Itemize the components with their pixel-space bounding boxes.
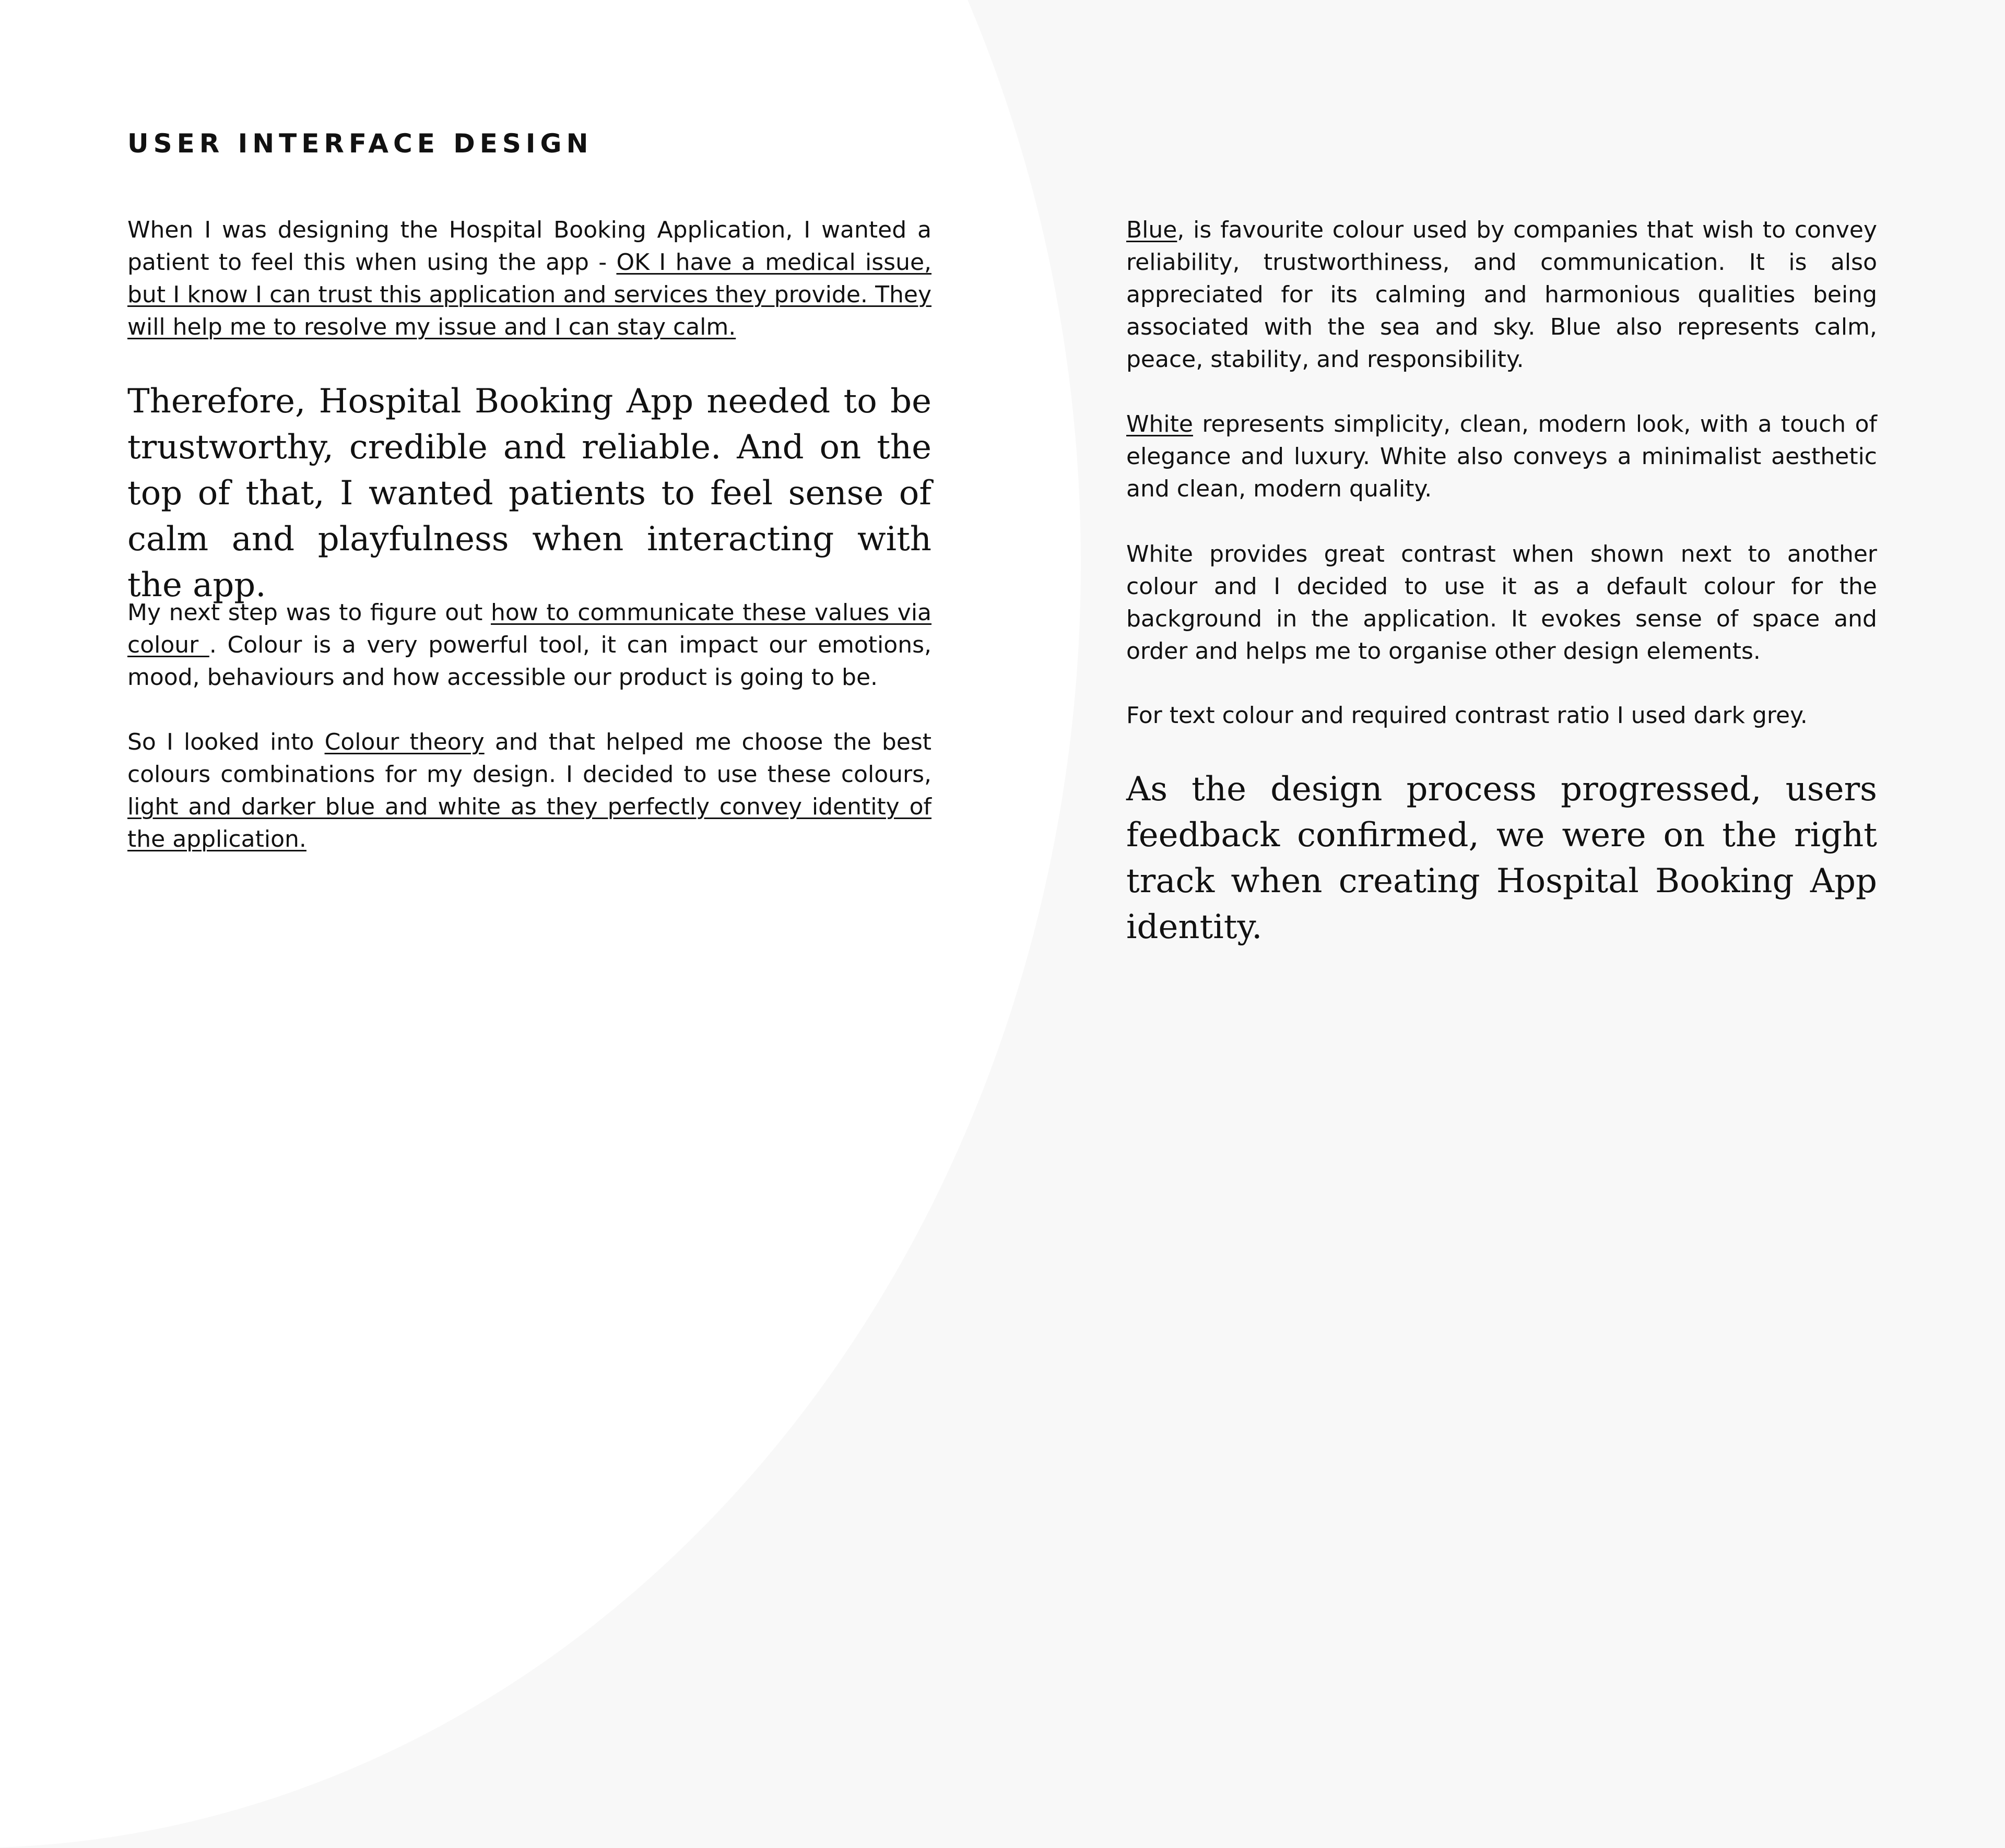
theory-text-before: So I looked into <box>127 729 325 755</box>
blue-link[interactable]: Blue <box>1126 217 1177 243</box>
right-quote: As the design process progressed, users feedback confirmed, we were on the right track when creating Hospital Booking App identity. <box>1126 770 1877 946</box>
left-paragraph-intro <box>127 214 931 343</box>
colour-link[interactable]: how to communicate these values via colour <box>127 599 932 658</box>
colour-theory-link[interactable]: Colour theory <box>324 729 485 755</box>
intro-text: When I was designing the Hospital Booking Application, I wanted a patient to feel this when using the app - <box>127 217 931 276</box>
identity-link[interactable]: light and darker blue and white as they perfectly convey identity of the application. <box>127 793 931 852</box>
right-paragraph-text-colour: For text colour and required contrast ratio I used dark grey. <box>1126 702 1808 729</box>
white-text: represents simplicity, clean, modern look, with a touch of elegance and luxury. White also conveys a minimalist aesthetic and clean, modern quality. <box>1126 411 1877 502</box>
left-quote: Therefore, Hospital Booking App needed to be trustworthy, credible and reliable. And on the top of that, I wanted patients to feel sense of calm and playfulness when interacting with the app. <box>127 382 931 605</box>
section-title: USER INTERFACE DESIGN <box>127 128 593 159</box>
intro-link[interactable]: OK I have a medical issue, but I know I can trust this application and services they provide. They will help me to resolve my issue and I can stay calm. <box>127 249 932 340</box>
white-link[interactable]: White <box>1126 411 1193 437</box>
right-paragraph-contrast: White provides great contrast when shown next to another colour and I decided to use it as a default colour for the background in the application. It evokes sense of space and order and helps me to organise other design elements. <box>1126 541 1877 665</box>
right-paragraph-white <box>1126 408 1877 505</box>
colour-text-after: . Colour is a very powerful tool, it can impact our emotions, mood, behaviours and how accessible our product is going to be. <box>127 632 931 691</box>
left-paragraph-theory <box>127 726 931 856</box>
right-paragraph-blue <box>1126 214 1877 376</box>
left-paragraph-colour <box>127 597 931 694</box>
theory-text-middle: and that helped me choose the best colours combinations for my design. I decided to use these colours, <box>127 729 931 788</box>
colour-text-before: My next step was to figure out <box>127 599 491 626</box>
blue-text: , is favourite colour used by companies that wish to convey reliability, trustworthiness, and communication. It is also appreciated for its calming and harmonious qualities being associated with the sea and sky. Blue also represents calm, peace, stability, and responsibility. <box>1126 217 1877 373</box>
